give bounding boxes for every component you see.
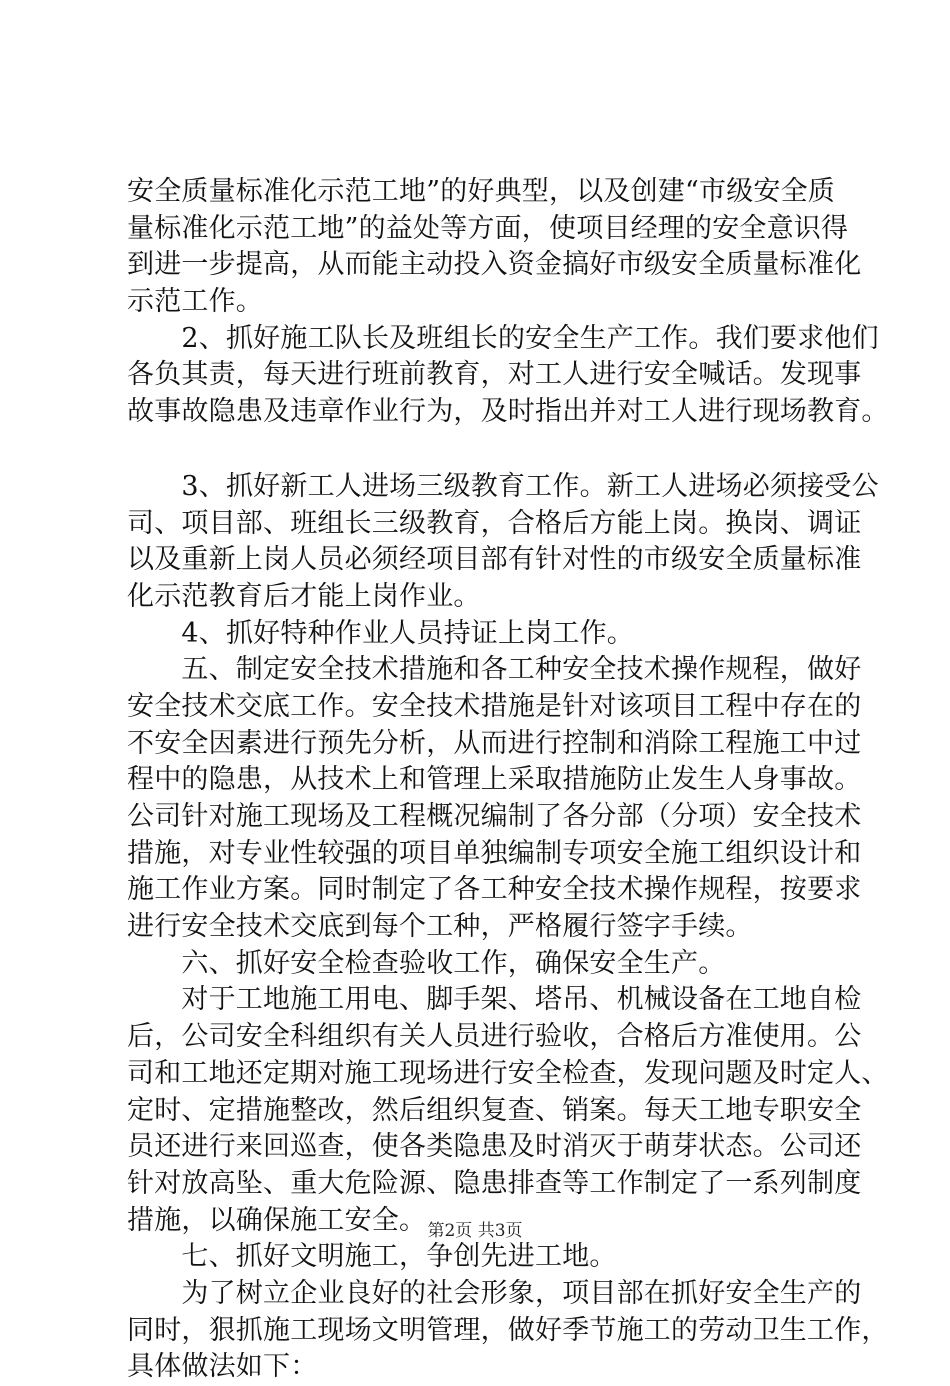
text-line: 到进一步提高，从而能主动投入资金搞好市级安全质量标准化: [127, 249, 862, 281]
page-number-label: 第2页 共3页: [427, 1221, 523, 1241]
page-footer: [0, 1216, 950, 1241]
text-line: 司和工地还定期对施工现场进行安全检查，发现问题及时定人、: [127, 1057, 889, 1089]
document-body: [127, 174, 889, 1386]
text-line: 七、抓好文明施工，争创先进工地。: [127, 1241, 617, 1273]
text-line: 具体做法如下：: [127, 1351, 318, 1383]
text-line: 以及重新上岗人员必须经项目部有针对性的市级安全质量标准: [127, 544, 862, 576]
text-line: 不安全因素进行预先分析，从而进行控制和消除工程施工中过: [127, 727, 862, 759]
text-line: 针对放高坠、重大危险源、隐患排查等工作制定了一系列制度: [127, 1167, 862, 1199]
text-line: 3、抓好新工人进场三级教育工作。新工人进场必须接受公: [127, 470, 879, 502]
text-line: 量标准化示范工地”的益处等方面，使项目经理的安全意识得: [127, 212, 849, 244]
text-line: 定时、定措施整改，然后组织复查、销案。每天工地专职安全: [127, 1094, 862, 1126]
text-line: 各负其责，每天进行班前教育，对工人进行安全喊话。发现事: [127, 359, 862, 391]
text-line: 程中的隐患，从技术上和管理上采取措施防止发生人身事故。: [127, 764, 862, 796]
text-line: 后，公司安全科组织有关人员进行验收，合格后方准使用。公: [127, 1021, 862, 1053]
text-line: 五、制定安全技术措施和各工种安全技术操作规程，做好: [127, 654, 862, 686]
text-line: 4、抓好特种作业人员持证上岗工作。: [127, 617, 634, 649]
text-line: 措施，以确保施工安全。: [127, 1204, 427, 1236]
text-line: 进行安全技术交底到每个工种，严格履行签字手续。: [127, 911, 753, 943]
text-line: 司、项目部、班组长三级教育，合格后方能上岗。换岗、调证: [127, 507, 862, 539]
text-line: 安全质量标准化示范工地”的好典型，以及创建“市级安全质: [127, 176, 836, 207]
text-line: 同时，狠抓施工现场文明管理，做好季节施工的劳动卫生工作，: [127, 1314, 889, 1346]
text-line: 安全技术交底工作。安全技术措施是针对该项目工程中存在的: [127, 690, 862, 722]
text-line: 公司针对施工现场及工程概况编制了各分部（分项）安全技术: [127, 801, 862, 832]
paragraph-gap: [127, 431, 852, 469]
text-line: 故事故隐患及违章作业行为，及时指出并对工人进行现场教育。: [127, 396, 889, 428]
text-line: 对于工地施工用电、脚手架、塔吊、机械设备在工地自检: [127, 984, 862, 1016]
text-line: 示范工作。: [127, 286, 263, 318]
text-line: 2、抓好施工队长及班组长的安全生产工作。我们要求他们: [127, 322, 879, 354]
text-line: 措施，对专业性较强的项目单独编制专项安全施工组织设计和: [127, 837, 862, 869]
text-line: 六、抓好安全检查验收工作，确保安全生产。: [127, 947, 726, 979]
text-line: 化示范教育后才能上岗作业。: [127, 580, 481, 612]
text-line: 员还进行来回巡查，使各类隐患及时消灭于萌芽状态。公司还: [127, 1131, 862, 1163]
text-line: 施工作业方案。同时制定了各工种安全技术操作规程，按要求: [127, 874, 862, 906]
text-line: 为了树立企业良好的社会形象，项目部在抓好安全生产的: [127, 1277, 862, 1309]
